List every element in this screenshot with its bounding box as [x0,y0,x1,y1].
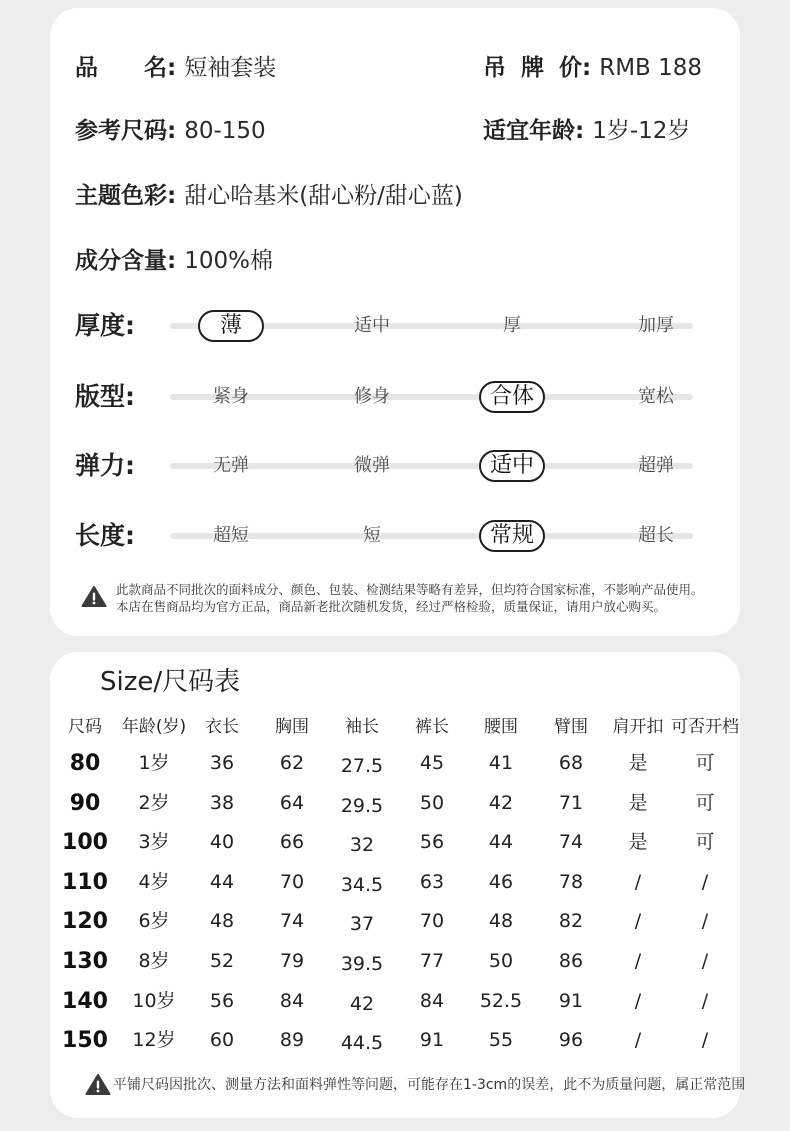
age-range-label: 适宜年龄: [483,118,585,144]
product-name-label: 品 名: [75,55,177,81]
cell-age: 10岁 [132,989,176,1012]
tag-price-field [483,52,702,84]
cell-sleeve: 32 [349,834,375,857]
length-option: 超短 [213,525,249,546]
cell-arm: 68 [558,752,584,774]
size-range-value: 80-150 [184,118,266,144]
cell-size: 130 [62,948,108,974]
header-size: 尺码 [68,717,102,737]
thickness-option: 厚 [503,315,521,336]
cell-pants-length: 70 [419,910,445,933]
cell-sleeve: 37 [349,913,375,936]
cell-pants-length: 63 [419,870,445,893]
length-label: 长度: [75,521,135,550]
cell-chest: 84 [279,989,305,1012]
cell-age: 3岁 [138,831,170,854]
header-shoulder-button: 肩开扣 [612,717,664,737]
size-range-field [75,115,266,147]
size-chart-card [50,652,746,1118]
cell-age: 1岁 [138,752,170,774]
cell-waist: 44 [488,831,514,854]
elasticity-scale [50,446,740,486]
cell-chest: 79 [279,949,305,972]
cell-crotch-opening: 可 [695,831,715,854]
notice-line: 此款商品不同批次的面料成分、颜色、包装、检测结果等略有差异，但均符合国家标准，不影响产品使用。 [116,582,704,597]
cell-sleeve: 39.5 [340,952,384,975]
notice-text [116,581,704,615]
elasticity-option: 微弹 [354,455,390,476]
cell-crotch-opening: / [701,910,709,933]
cell-length: 38 [209,791,235,814]
cell-chest: 64 [279,791,305,814]
table-row [50,863,740,903]
cell-shoulder-button: 是 [628,831,648,854]
header-chest: 胸围 [275,717,309,737]
cell-length: 56 [209,989,235,1012]
cell-crotch-opening: / [701,949,709,972]
cell-arm: 86 [558,949,584,972]
header-arm: 臂围 [554,717,588,737]
cell-shoulder-button: / [634,949,642,972]
cell-age: 4岁 [138,870,170,893]
cell-crotch-opening: / [701,989,709,1012]
fit-option: 宽松 [638,386,674,407]
fit-option: 紧身 [213,386,249,407]
fit-option: 修身 [354,386,390,407]
tag-price-value: RMB 188 [599,55,703,81]
elasticity-option: 适中 [479,450,545,482]
cell-arm: 96 [558,1029,584,1052]
cell-arm: 91 [558,989,584,1012]
cell-sleeve: 29.5 [340,794,384,817]
color-theme-label: 主题色彩: [75,183,177,209]
tag-price-label: 吊 牌 价: [483,55,592,81]
cell-size: 80 [69,751,101,776]
table-row [50,784,740,824]
cell-waist: 48 [488,910,514,933]
cell-length: 40 [209,831,235,854]
header-pants-length: 裤长 [415,717,449,737]
cell-chest: 70 [279,870,305,893]
material-field [75,245,273,277]
cell-chest: 66 [279,831,305,854]
cell-shoulder-button: / [634,910,642,933]
table-row [50,744,740,784]
warning-icon [81,585,107,608]
material-label: 成分含量: [75,248,177,274]
header-length: 衣长 [205,717,239,737]
length-option: 短 [363,525,381,546]
fit-label: 版型: [75,382,135,411]
cell-size: 90 [69,790,101,816]
cell-age: 6岁 [138,910,170,933]
exclamation-dot [97,1090,100,1093]
product-name-field [75,52,276,84]
cell-crotch-opening: 可 [695,752,715,774]
material-value: 100%棉 [184,248,273,274]
cell-age: 8岁 [138,949,170,972]
cell-shoulder-button: / [634,1029,642,1052]
cell-waist: 46 [488,870,514,893]
cell-pants-length: 91 [419,1029,445,1052]
header-crotch-opening: 可否开档 [671,717,739,737]
elasticity-label: 弹力: [75,451,135,480]
length-option: 常规 [479,520,545,552]
size-table-body [50,744,740,1061]
table-row [50,823,740,863]
cell-sleeve: 34.5 [340,873,384,896]
fit-option: 合体 [479,381,545,413]
cell-age: 12岁 [132,1029,176,1052]
color-theme-value: 甜心哈基米(甜心粉/甜心蓝) [184,183,463,209]
table-row [50,902,740,942]
exclamation-bar [97,1081,99,1089]
product-name-value: 短袖套装 [184,55,277,81]
cell-shoulder-button: 是 [628,752,648,774]
size-range-label: 参考尺码: [75,118,177,144]
cell-arm: 82 [558,910,584,933]
cell-size: 120 [62,909,108,935]
cell-waist: 42 [488,791,514,814]
cell-crotch-opening: / [701,870,709,893]
cell-chest: 89 [279,1029,305,1052]
cell-crotch-opening: 可 [695,791,715,814]
length-option: 超长 [638,525,674,546]
cell-arm: 74 [558,831,584,854]
thickness-option: 薄 [198,310,264,342]
elasticity-option: 超弹 [638,455,674,476]
exclamation-dot [93,602,96,605]
table-row [50,982,740,1022]
cell-size: 110 [62,869,108,895]
thickness-option: 加厚 [638,315,674,336]
cell-pants-length: 50 [419,791,445,814]
cell-sleeve: 42 [349,992,375,1015]
cell-arm: 78 [558,870,584,893]
cell-length: 48 [209,910,235,933]
cell-length: 44 [209,870,235,893]
age-range-value: 1岁-12岁 [592,118,691,144]
warning-icon [85,1073,111,1096]
size-table-header [50,712,740,742]
header-waist: 腰围 [484,717,518,737]
cell-size: 100 [62,830,108,856]
cell-length: 36 [209,752,235,774]
cell-size: 150 [62,1028,108,1054]
header-age: 年龄(岁) [121,717,187,737]
color-theme-field [75,180,463,212]
product-info-card [50,8,740,636]
notice-line: 本店在售商品均为官方正品，商品新老批次随机发货，经过严格检验，质量保证，请用户放心购买。 [116,599,667,614]
cell-length: 52 [209,949,235,972]
cell-shoulder-button: 是 [628,791,648,814]
cell-shoulder-button: / [634,870,642,893]
cell-chest: 62 [279,752,305,774]
cell-chest: 74 [279,910,305,933]
cell-pants-length: 56 [419,831,445,854]
exclamation-bar [93,593,95,601]
cell-shoulder-button: / [634,989,642,1012]
cell-size: 140 [62,988,108,1014]
cell-pants-length: 77 [419,949,445,972]
cell-sleeve: 27.5 [340,755,384,777]
cell-waist: 52.5 [479,989,523,1012]
thickness-option: 适中 [354,315,390,336]
cell-waist: 41 [488,752,514,774]
table-row [50,1021,740,1061]
cell-waist: 55 [488,1029,514,1052]
age-range-field [483,115,690,147]
thickness-label: 厚度: [75,311,135,340]
fit-scale [50,377,740,417]
thickness-scale [50,306,740,346]
cell-pants-length: 45 [419,752,445,774]
table-row [50,942,740,982]
size-note: 平铺尺码因批次、测量方法和面料弹性等问题，可能存在1-3cm的误差，此不为质量问题，属正常范围 [113,1077,746,1093]
cell-waist: 50 [488,949,514,972]
length-scale [50,516,740,556]
cell-age: 2岁 [138,791,170,814]
cell-arm: 71 [558,791,584,814]
cell-crotch-opening: / [701,1029,709,1052]
header-sleeve: 袖长 [345,717,379,737]
elasticity-option: 无弹 [213,455,249,476]
cell-pants-length: 84 [419,989,445,1012]
cell-sleeve: 44.5 [340,1032,384,1055]
cell-length: 60 [209,1029,235,1052]
size-chart-title: Size/尺码表 [100,667,241,697]
